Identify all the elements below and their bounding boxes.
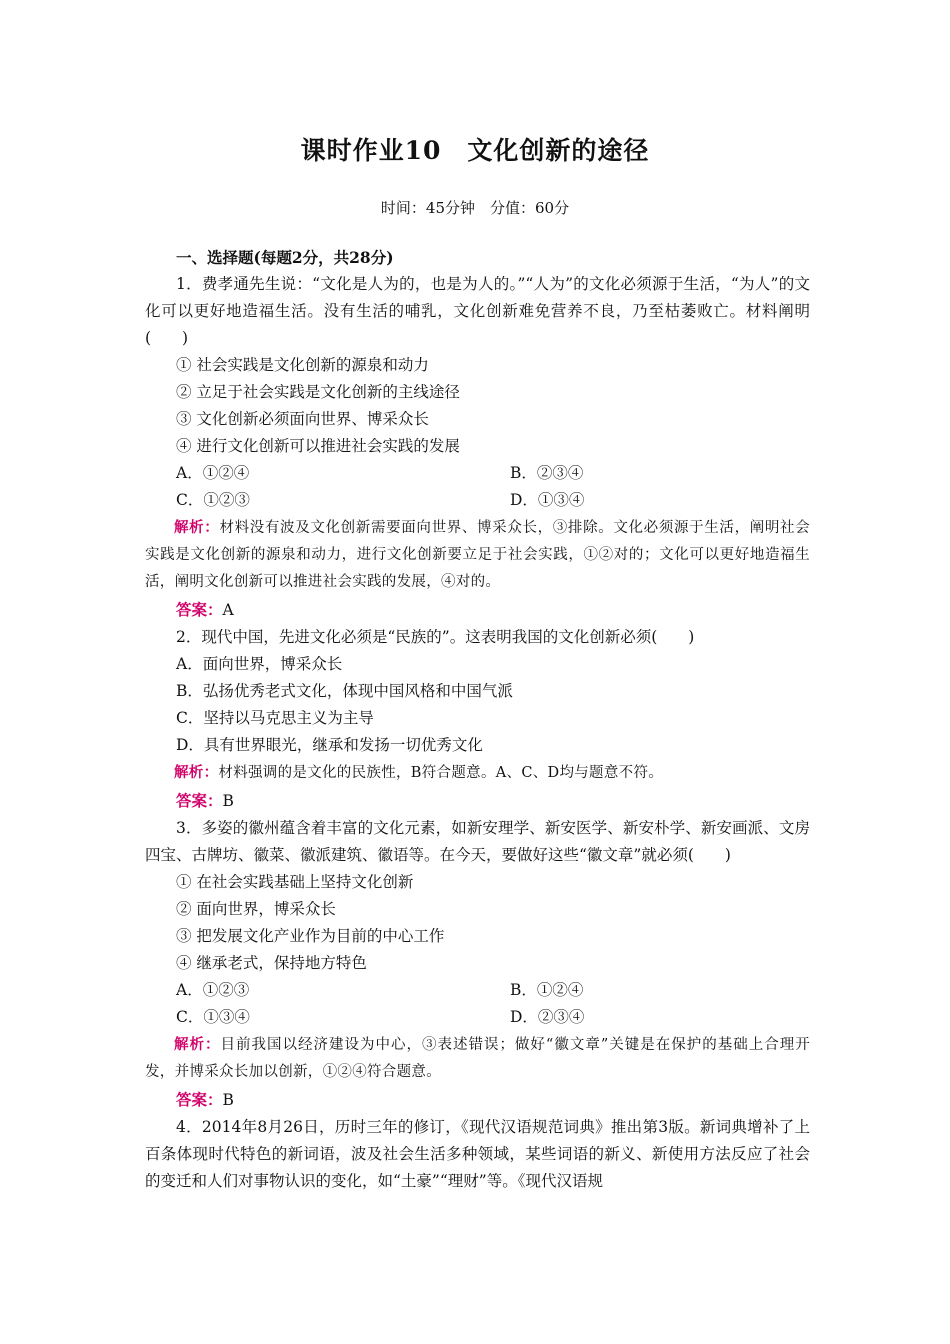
question-3-item-2: ② 面向世界，博采众长 — [176, 900, 336, 918]
question-3-option-a: A．①②③ — [176, 981, 250, 999]
document-body — [145, 244, 810, 1195]
question-1-option-b: B．②③④ — [510, 464, 584, 482]
question-4-stem: 4．2014年8月26日，历时三年的修订，《现代汉语规范词典》推出第3版。新词典增补了上百条体现时代特色的新词语，波及社会生活多种领域，某些词语的新义、新使用方法反应了社会的变迁和人们对事物认识的变化，如“土豪”“理财”等。《现代汉语规 — [145, 1118, 810, 1190]
question-1-options-row-1 — [145, 460, 810, 487]
question-2-option-c: C．坚持以马克思主义为主导 — [176, 709, 374, 727]
question-1-options-row-2 — [145, 487, 810, 514]
analysis-label: 解析： — [174, 764, 219, 781]
question-3-stem: 3．多姿的徽州蕴含着丰富的文化元素，如新安理学、新安医学、新安朴学、新安画派、文房四宝、古牌坊、徽菜、徽派建筑、徽语等。在今天，要做好这些“徽文章”就必须( ) — [145, 819, 810, 864]
question-1-option-c: C．①②③ — [176, 491, 250, 509]
question-1-option-d: D．①③④ — [510, 491, 585, 509]
question-3-analysis — [145, 1031, 810, 1086]
question-2-answer-value: B — [222, 792, 234, 810]
question-3-option-b: B．①②④ — [510, 981, 584, 999]
question-2-option-b: B．弘扬优秀老式文化，体现中国风格和中国气派 — [176, 682, 513, 700]
question-2-option-a: A．面向世界，博采众长 — [176, 655, 343, 673]
question-2-answer — [145, 787, 810, 815]
question-2-analysis — [145, 759, 810, 787]
question-3-option-d: D．②③④ — [510, 1008, 585, 1026]
question-1-stem: 1．费孝通先生说：“文化是人为的，也是为人的。”“人为”的文化必须源于生活，“为人”的文化可以更好地造福生活。没有生活的哺乳，文化创新难免营养不良，乃至枯萎败亡。材料阐明( ) — [145, 275, 810, 347]
question-2-stem: 2．现代中国，先进文化必须是“民族的”。这表明我国的文化创新必须( ) — [176, 628, 695, 646]
page-title: 课时作业10 文化创新的途径 — [300, 136, 650, 165]
question-1-item-3: ③ 文化创新必须面向世界、博采众长 — [176, 410, 429, 428]
question-1-option-a: A．①②④ — [176, 464, 250, 482]
question-1-item-1: ① 社会实践是文化创新的源泉和动力 — [176, 356, 429, 374]
answer-label: 答案： — [176, 791, 223, 810]
question-1-item-2: ② 立足于社会实践是文化创新的主线途径 — [176, 383, 460, 401]
question-1-answer-value: A — [222, 601, 234, 619]
question-3-item-1: ① 在社会实践基础上坚持文化创新 — [176, 873, 414, 891]
question-3-answer — [145, 1086, 810, 1114]
question-3-answer-value: B — [222, 1091, 234, 1109]
question-3-item-4: ④ 继承老式，保持地方特色 — [176, 954, 367, 972]
answer-label: 答案： — [176, 1090, 223, 1109]
question-3-item-3: ③ 把发展文化产业作为目前的中心工作 — [176, 927, 445, 945]
question-1-analysis-text: 材料没有波及文化创新需要面向世界、博采众长，③排除。文化必须源于生活，阐明社会实践是文化创新的源泉和动力，进行文化创新要立足于社会实践，①②对的；文化可以更好地造福生活，阐明文化创新可以推进社会实践的发展，④对的。 — [145, 520, 810, 590]
question-3-option-c: C．①③④ — [176, 1008, 250, 1026]
analysis-label: 解析： — [174, 1036, 221, 1053]
question-2-option-d: D．具有世界眼光，继承和发扬一切优秀文化 — [176, 736, 483, 754]
answer-label: 答案： — [176, 600, 223, 619]
question-3-options-row-1 — [145, 977, 810, 1004]
question-3-analysis-text: 目前我国以经济建设为中心，③表述错误；做好“徽文章”关键是在保护的基础上合理开发，并博采众长加以创新，①②④符合题意。 — [145, 1037, 810, 1080]
question-3-options-row-2 — [145, 1004, 810, 1031]
question-1-answer — [145, 596, 810, 624]
analysis-label: 解析： — [174, 519, 220, 536]
time-score-info: 时间：45分钟 分值：60分 — [380, 199, 570, 217]
question-1-analysis — [145, 514, 810, 596]
question-1-item-4: ④ 进行文化创新可以推进社会实践的发展 — [176, 437, 460, 455]
section-heading: 一、选择题(每题2分，共28分) — [176, 248, 394, 267]
question-2-analysis-text: 材料强调的是文化的民族性，B符合题意。A、C、D均与题意不符。 — [218, 765, 664, 781]
